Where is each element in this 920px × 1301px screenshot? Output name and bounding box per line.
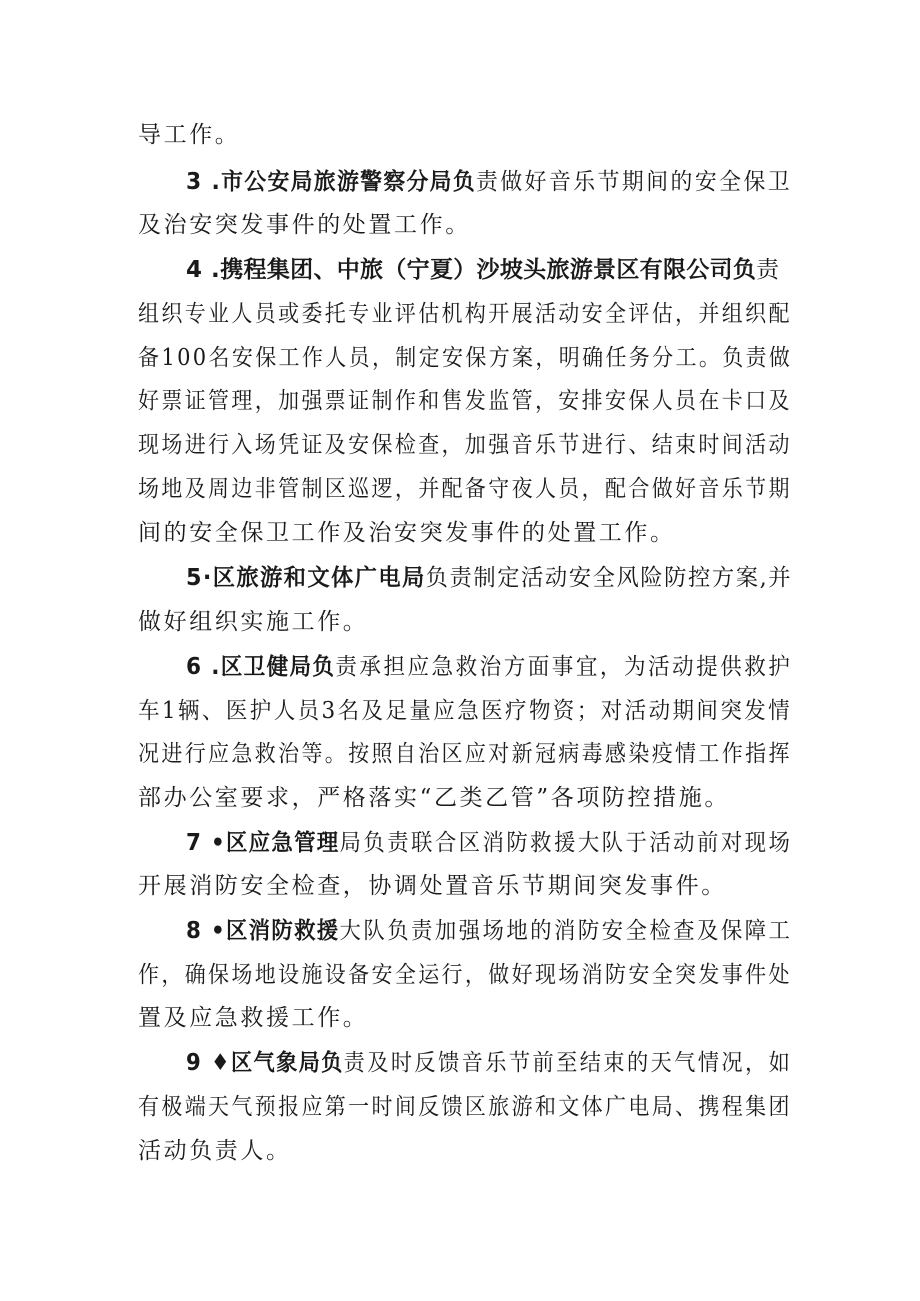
text-line: 作，确保场地设施设备安全运行，做好现场消防安全突发事件处 — [138, 962, 792, 988]
item-text: 负责制定活动安全风险防控方案,并 — [425, 565, 793, 591]
item-text: 局负责联合区消防救援大队于活动前对现场 — [339, 830, 793, 856]
item-agency: 区气象局负 — [231, 1050, 344, 1076]
item-agency: 携程集团、中旅（宁夏）沙坡头旅游景区有限公司负 — [220, 257, 757, 283]
item-number: 4 . — [186, 257, 221, 283]
text-line: 场地及周边非管制区巡逻，并配备守夜人员，配合做好音乐节期 — [138, 476, 792, 502]
text-line: 车1辆、医护人员3名及足量应急医疗物资；对活动期间突发情 — [138, 698, 793, 724]
item-text: 责及时反馈音乐节前至结束的天气情况，如 — [343, 1050, 793, 1076]
item-number: 9 ♦ — [186, 1050, 232, 1076]
text-line: 导工作。 — [138, 122, 241, 148]
item-text: 责做好音乐节期间的安全保卫 — [476, 169, 793, 195]
text-line: 做好组织实施工作。 — [138, 609, 369, 635]
item-agency: 市公安局旅游警察分局负 — [221, 169, 477, 195]
item-text: 大队负责加强场地的消防安全检查及保障工 — [339, 918, 793, 944]
item-6-first-line — [186, 652, 792, 682]
item-text: 责承担应急救治方面事宜，为活动提供救护 — [335, 654, 793, 680]
item-text: 责 — [756, 257, 780, 283]
item-number: 8 • — [186, 918, 226, 944]
item-agency: 区旅游和文体广电局 — [212, 565, 426, 591]
item-number: 3 . — [186, 169, 222, 195]
text-line: 部办公室要求，严格落实“乙类乙管”各项防控措施。 — [138, 785, 730, 811]
text-line: 备100名安保工作人员，制定安保方案，明确任务分工。负责做 — [138, 345, 793, 371]
text-line: 况进行应急救治等。按照自治区应对新冠病毒感染疫情工作指挥 — [138, 741, 792, 767]
item-agency: 区应急管理 — [225, 830, 340, 856]
text-line: 间的安全保卫工作及治安突发事件的处置工作。 — [138, 520, 676, 546]
item-number: 6 . — [186, 654, 221, 680]
item-5-first-line — [186, 563, 792, 593]
item-7-first-line — [186, 828, 792, 858]
text-line: 有极端天气预报应第一时间反馈区旅游和文体广电局、携程集团 — [138, 1094, 792, 1120]
item-agency: 区卫健局负 — [220, 654, 336, 680]
item-8-first-line — [186, 916, 792, 946]
item-4-first-line — [186, 255, 780, 285]
text-line: 好票证管理，加强票证制作和售发监管，安排安保人员在卡口及 — [138, 388, 792, 414]
text-line: 开展消防安全检查，协调处置音乐节期间突发事件。 — [138, 873, 727, 899]
item-number: 7 • — [186, 830, 226, 856]
text-line: 及治安突发事件的处置工作。 — [138, 212, 471, 238]
text-line: 现场进行入场凭证及安保检查，加强音乐节进行、结束时间活动 — [138, 432, 792, 458]
text-line: 活动负责人。 — [138, 1138, 292, 1164]
item-3-first-line — [186, 167, 792, 197]
item-9-first-line — [186, 1048, 792, 1078]
item-agency: 区消防救援 — [225, 918, 340, 944]
item-number: 5· — [186, 565, 213, 591]
text-line: 置及应急救援工作。 — [138, 1005, 369, 1031]
text-line: 组织专业人员或委托专业评估机构开展活动安全评估，并组织配 — [138, 301, 792, 327]
